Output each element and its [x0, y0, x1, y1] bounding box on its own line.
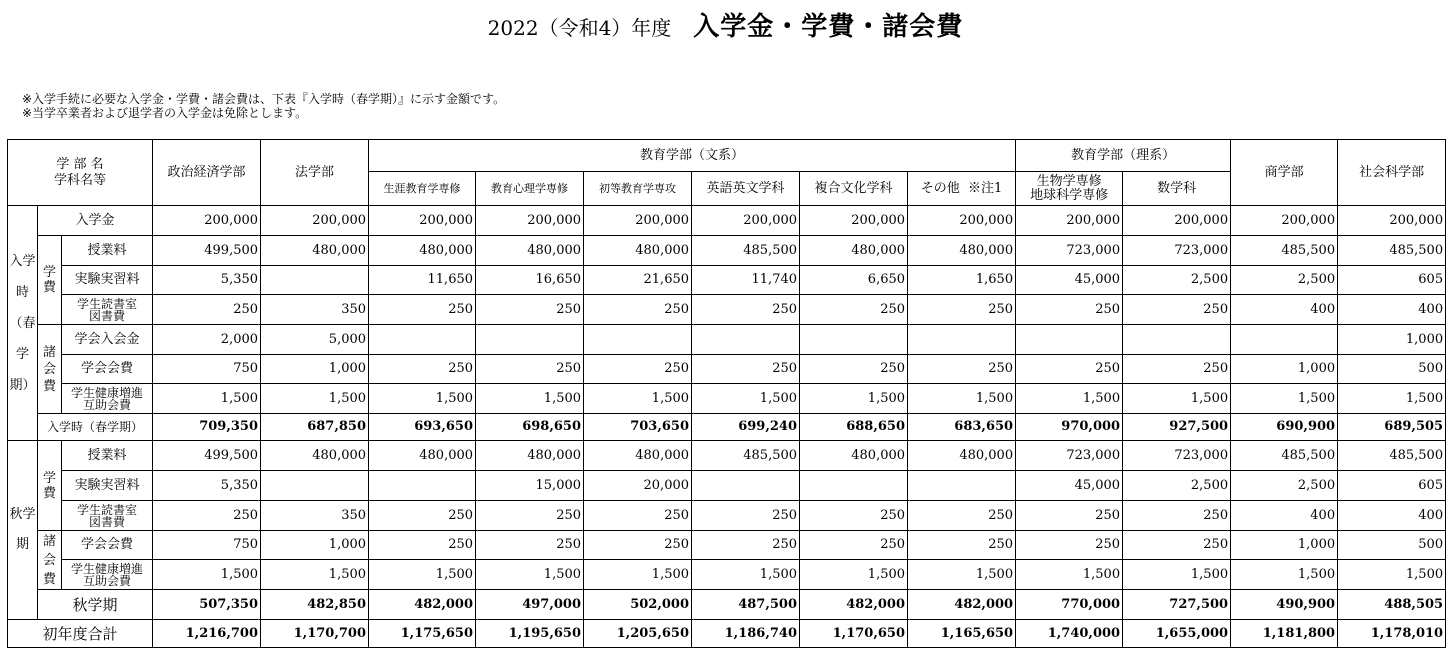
cell: 11,650 [369, 266, 476, 295]
cell: 485,500 [692, 236, 800, 266]
cell: 480,000 [261, 236, 369, 266]
sub-eigo: 英語英文学科 [692, 172, 800, 206]
cell: 723,000 [1016, 236, 1123, 266]
cell: 1,216,700 [153, 620, 261, 648]
cell: 1,178,010 [1338, 620, 1446, 648]
cell: 1,740,000 [1016, 620, 1123, 648]
cell: 723,000 [1123, 441, 1231, 471]
cell: 480,000 [908, 236, 1016, 266]
cell: 21,650 [584, 266, 692, 295]
cell: 45,000 [1016, 266, 1123, 295]
cell: 497,000 [476, 590, 584, 620]
cell: 485,500 [1231, 441, 1338, 471]
cell: 487,500 [692, 590, 800, 620]
cell: 1,500 [261, 560, 369, 590]
cell [369, 471, 476, 501]
cell: 698,650 [476, 414, 584, 441]
cell: 20,000 [584, 471, 692, 501]
fee-table [7, 139, 1446, 648]
cell: 200,000 [1231, 206, 1338, 236]
row-label [62, 295, 153, 325]
cell: 11,740 [692, 266, 800, 295]
row-label: 授業料 [62, 236, 153, 266]
cell: 970,000 [1016, 414, 1123, 441]
cell: 250 [369, 531, 476, 560]
cell: 482,000 [908, 590, 1016, 620]
cell: 499,500 [153, 236, 261, 266]
sub-fukugo: 複合文化学科 [800, 172, 908, 206]
cell: 400 [1231, 501, 1338, 531]
spring-shokaihi-label: 諸会費 [38, 325, 62, 414]
table-row [8, 441, 1446, 471]
cell [692, 471, 800, 501]
row-label: 入学金 [38, 206, 153, 236]
cell: 1,500 [1123, 560, 1231, 590]
cell: 482,000 [800, 590, 908, 620]
sub-shinri: 教育心理学専修 [476, 172, 584, 206]
cell: 250 [1123, 295, 1231, 325]
cell: 1,500 [369, 384, 476, 414]
table-row [8, 384, 1446, 414]
row-label: 実験実習料 [62, 266, 153, 295]
table-row [8, 355, 1446, 384]
table-row [8, 531, 1446, 560]
cell: 1,500 [1338, 384, 1446, 414]
sub-sonota [908, 172, 1016, 206]
cell: 688,650 [800, 414, 908, 441]
cell: 5,350 [153, 266, 261, 295]
cell: 400 [1338, 295, 1446, 325]
cell: 1,500 [1231, 560, 1338, 590]
cell: 480,000 [369, 441, 476, 471]
dept-edu-rikei: 教育学部（理系） [1016, 140, 1231, 172]
autumn-total-row [8, 590, 1446, 620]
sub-bio-earth [1016, 172, 1123, 206]
cell [908, 471, 1016, 501]
cell: 250 [692, 295, 800, 325]
cell: 250 [692, 355, 800, 384]
cell: 200,000 [261, 206, 369, 236]
spring-period-label: 入学時（春学期） [8, 206, 38, 441]
cell: 1,500 [1016, 384, 1123, 414]
table-row [8, 206, 1446, 236]
note-line: ※入学手続に必要な入学金・学費・諸会費は、下表『入学時（春学期）』に示す金額です。 [22, 92, 506, 106]
cell: 727,500 [1123, 590, 1231, 620]
row-label: 授業料 [62, 441, 153, 471]
cell: 5,350 [153, 471, 261, 501]
cell: 485,500 [692, 441, 800, 471]
cell: 250 [476, 501, 584, 531]
sub-sonota-label: その他 [920, 180, 960, 196]
cell: 250 [584, 531, 692, 560]
cell: 1,650 [908, 266, 1016, 295]
row-label-line2: 互助会費 [83, 397, 132, 412]
cell: 1,500 [476, 560, 584, 590]
cell: 1,500 [1123, 384, 1231, 414]
cell: 1,500 [584, 560, 692, 590]
cell: 1,500 [476, 384, 584, 414]
cell [369, 325, 476, 355]
cell: 250 [800, 295, 908, 325]
cell: 250 [584, 295, 692, 325]
cell: 2,500 [1231, 471, 1338, 501]
row-label [62, 384, 153, 414]
table-row [8, 236, 1446, 266]
cell: 480,000 [261, 441, 369, 471]
row-label [62, 501, 153, 531]
dept-hogaku: 法学部 [261, 140, 369, 206]
cell: 2,500 [1123, 266, 1231, 295]
cell: 605 [1338, 266, 1446, 295]
row-label-line2: 互助会費 [83, 573, 132, 588]
cell: 250 [1123, 501, 1231, 531]
cell: 2,500 [1231, 266, 1338, 295]
cell: 699,240 [692, 414, 800, 441]
cell: 507,350 [153, 590, 261, 620]
grand-total-label: 初年度合計 [8, 620, 153, 648]
spring-total-row [8, 414, 1446, 441]
cell [908, 325, 1016, 355]
cell: 400 [1231, 295, 1338, 325]
autumn-total-label: 秋学期 [38, 590, 153, 620]
cell [800, 325, 908, 355]
dept-shogaku: 商学部 [1231, 140, 1338, 206]
dept-seikei: 政治経済学部 [153, 140, 261, 206]
cell: 1,170,700 [261, 620, 369, 648]
header-row [8, 140, 1446, 172]
table-row [8, 471, 1446, 501]
cell: 480,000 [800, 441, 908, 471]
page-title [0, 6, 1451, 43]
cell: 690,900 [1231, 414, 1338, 441]
cell [1123, 325, 1231, 355]
cell [800, 471, 908, 501]
sub-math: 数学科 [1123, 172, 1231, 206]
dept-edu-bunkei: 教育学部（文系） [369, 140, 1016, 172]
row-label-line1: 学生読書室 [77, 296, 138, 311]
cell: 490,900 [1231, 590, 1338, 620]
row-label: 実験実習料 [62, 471, 153, 501]
cell: 200,000 [153, 206, 261, 236]
cell: 499,500 [153, 441, 261, 471]
row-label-line1: 学生読書室 [77, 502, 138, 517]
table-row [8, 325, 1446, 355]
cell: 1,500 [800, 384, 908, 414]
cell: 723,000 [1016, 441, 1123, 471]
cell: 502,000 [584, 590, 692, 620]
cell: 1,205,650 [584, 620, 692, 648]
sub-shogai: 生涯教育学専修 [369, 172, 476, 206]
title-main: 入学金・学費・諸会費 [693, 12, 964, 42]
cell: 250 [1123, 531, 1231, 560]
cell: 709,350 [153, 414, 261, 441]
cell: 200,000 [476, 206, 584, 236]
title-year: 2022（令和4）年度 [487, 16, 672, 40]
cell: 2,500 [1123, 471, 1231, 501]
cell: 250 [1016, 355, 1123, 384]
cell: 480,000 [476, 236, 584, 266]
cell: 1,500 [153, 384, 261, 414]
cell: 1,500 [369, 560, 476, 590]
spring-gakuhi-label: 学費 [38, 236, 62, 325]
grand-total-row [8, 620, 1446, 648]
cell: 1,500 [908, 384, 1016, 414]
row-label [62, 560, 153, 590]
cell: 1,186,740 [692, 620, 800, 648]
cell: 250 [692, 531, 800, 560]
header-corner [8, 140, 153, 206]
row-label: 学会会費 [62, 355, 153, 384]
cell: 770,000 [1016, 590, 1123, 620]
cell: 250 [369, 501, 476, 531]
cell: 200,000 [1016, 206, 1123, 236]
corner-line-1: 学 部 名 [56, 156, 104, 172]
note-line: ※当学卒業者および退学者の入学金は免除とします。 [22, 106, 308, 120]
cell: 200,000 [1123, 206, 1231, 236]
cell: 250 [692, 501, 800, 531]
cell: 1,500 [261, 384, 369, 414]
row-label-line2: 図書費 [89, 308, 126, 323]
cell: 1,500 [692, 560, 800, 590]
cell: 480,000 [584, 441, 692, 471]
cell: 1,000 [261, 355, 369, 384]
cell: 250 [908, 501, 1016, 531]
cell: 1,500 [153, 560, 261, 590]
cell: 1,175,650 [369, 620, 476, 648]
table-row [8, 266, 1446, 295]
cell: 250 [476, 295, 584, 325]
cell: 15,000 [476, 471, 584, 501]
cell: 250 [1016, 501, 1123, 531]
sub-bio-line1: 生物学専修 [1036, 173, 1102, 189]
cell: 1,500 [692, 384, 800, 414]
cell: 250 [1016, 295, 1123, 325]
table-row [8, 560, 1446, 590]
cell: 1,500 [908, 560, 1016, 590]
cell: 488,505 [1338, 590, 1446, 620]
cell: 250 [369, 295, 476, 325]
cell: 683,650 [908, 414, 1016, 441]
cell: 250 [153, 501, 261, 531]
cell: 200,000 [584, 206, 692, 236]
cell: 689,505 [1338, 414, 1446, 441]
cell: 250 [800, 531, 908, 560]
cell: 250 [153, 295, 261, 325]
cell: 605 [1338, 471, 1446, 501]
cell: 6,650 [800, 266, 908, 295]
row-label: 学会会費 [62, 531, 153, 560]
cell: 1,000 [261, 531, 369, 560]
cell [692, 325, 800, 355]
cell [1231, 325, 1338, 355]
cell: 250 [584, 501, 692, 531]
cell [261, 266, 369, 295]
cell: 750 [153, 531, 261, 560]
cell: 482,000 [369, 590, 476, 620]
cell: 703,650 [584, 414, 692, 441]
cell: 750 [153, 355, 261, 384]
spring-total-label: 入学時（春学期） [38, 414, 153, 441]
cell: 5,000 [261, 325, 369, 355]
table-row [8, 501, 1446, 531]
cell: 1,500 [1231, 384, 1338, 414]
cell: 2,000 [153, 325, 261, 355]
cell: 1,000 [1231, 531, 1338, 560]
cell: 250 [476, 531, 584, 560]
cell: 485,500 [1338, 236, 1446, 266]
cell: 250 [1123, 355, 1231, 384]
cell: 350 [261, 295, 369, 325]
cell: 687,850 [261, 414, 369, 441]
cell: 250 [908, 295, 1016, 325]
cell: 1,500 [1338, 560, 1446, 590]
cell: 480,000 [908, 441, 1016, 471]
cell: 200,000 [369, 206, 476, 236]
cell: 1,165,650 [908, 620, 1016, 648]
cell: 400 [1338, 501, 1446, 531]
cell: 45,000 [1016, 471, 1123, 501]
cell: 500 [1338, 355, 1446, 384]
cell [584, 325, 692, 355]
dept-shakai: 社会科学部 [1338, 140, 1446, 206]
notes [22, 92, 505, 120]
cell: 250 [800, 355, 908, 384]
cell: 1,181,800 [1231, 620, 1338, 648]
cell: 1,500 [1016, 560, 1123, 590]
cell: 250 [476, 355, 584, 384]
cell: 350 [261, 501, 369, 531]
cell: 1,195,650 [476, 620, 584, 648]
row-label: 学会入会金 [62, 325, 153, 355]
cell: 480,000 [800, 236, 908, 266]
cell: 200,000 [1338, 206, 1446, 236]
cell: 250 [908, 531, 1016, 560]
cell: 250 [1016, 531, 1123, 560]
cell: 250 [584, 355, 692, 384]
cell: 480,000 [584, 236, 692, 266]
cell [261, 471, 369, 501]
cell: 485,500 [1231, 236, 1338, 266]
cell: 200,000 [692, 206, 800, 236]
cell: 927,500 [1123, 414, 1231, 441]
cell: 1,170,650 [800, 620, 908, 648]
cell: 250 [369, 355, 476, 384]
note-mark: ※注1 [968, 180, 1003, 196]
cell: 1,655,000 [1123, 620, 1231, 648]
row-label-line2: 図書費 [89, 514, 126, 529]
row-label-line1: 学生健康増進 [71, 385, 144, 400]
corner-line-2: 学科名等 [54, 172, 107, 188]
cell: 482,850 [261, 590, 369, 620]
cell [476, 325, 584, 355]
sub-shoto: 初等教育学専攻 [584, 172, 692, 206]
cell: 723,000 [1123, 236, 1231, 266]
cell [1016, 325, 1123, 355]
cell: 16,650 [476, 266, 584, 295]
autumn-gakuhi-label: 学費 [38, 441, 62, 531]
cell: 1,500 [800, 560, 908, 590]
table-row [8, 295, 1446, 325]
cell: 200,000 [800, 206, 908, 236]
cell: 250 [908, 355, 1016, 384]
cell: 485,500 [1338, 441, 1446, 471]
cell: 1,000 [1231, 355, 1338, 384]
cell: 693,650 [369, 414, 476, 441]
cell: 200,000 [908, 206, 1016, 236]
sub-bio-line2: 地球科学専修 [1030, 187, 1109, 203]
cell: 250 [800, 501, 908, 531]
cell: 1,500 [584, 384, 692, 414]
row-label-line1: 学生健康増進 [71, 561, 144, 576]
cell: 500 [1338, 531, 1446, 560]
cell: 480,000 [476, 441, 584, 471]
cell: 1,000 [1338, 325, 1446, 355]
autumn-shokaihi-label: 諸会費 [38, 531, 62, 590]
autumn-period-label: 秋学期 [8, 441, 38, 620]
cell: 480,000 [369, 236, 476, 266]
